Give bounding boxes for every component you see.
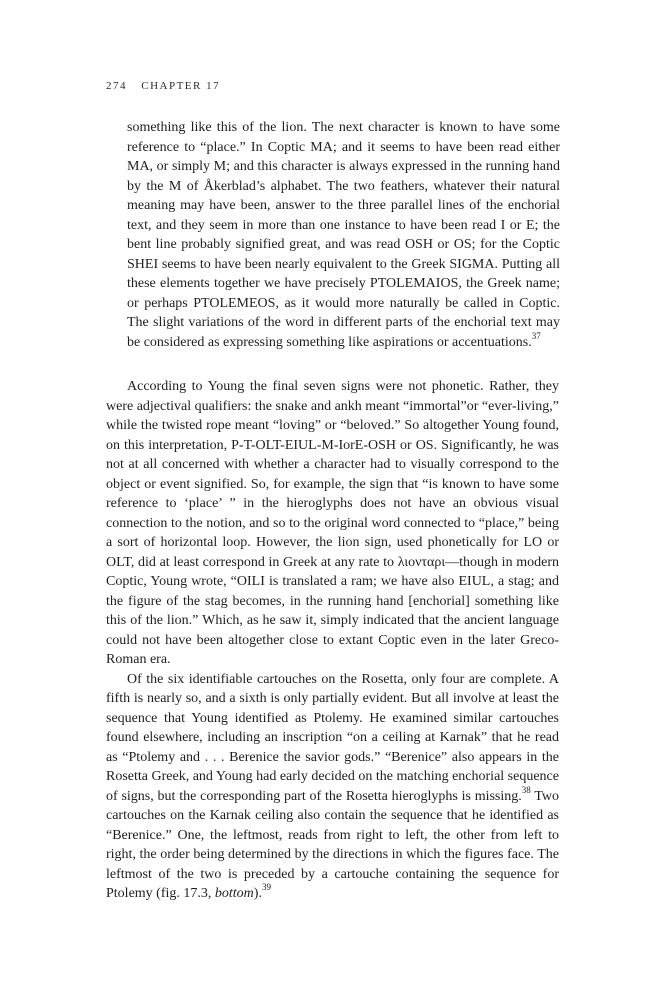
page-number: 274 bbox=[106, 80, 127, 92]
running-head bbox=[106, 80, 220, 92]
block-quote bbox=[127, 118, 560, 352]
block-quote-text: something like this of the lion. The next character is known to have some reference to “place.” In Coptic MA; and it seems to have been read either MA, or simply M; and this character is always expressed in the running hand by the M of Åkerblad’s alphabet. The two feathers, whatever their natural meaning may have been, answer to the three parallel lines of the enchorial text, and they seem in more than one instance to have been read I or E; the bent line probably signified great, and was read OSH or OS; for the Coptic SHEI seems to have been nearly equivalent to the Greek SIGMA. Putting all these elements together we have precisely PTOLEMAIOS, the Greek name; or perhaps PTOLEMEOS, as it would more naturally be called in Coptic. The slight variations of the word in different parts of the enchorial text may be considered as expressing something like aspirations or accentuations. bbox=[127, 120, 560, 350]
emphasis-text: bottom bbox=[214, 886, 254, 901]
footnote-ref: 38 bbox=[521, 784, 531, 795]
chapter-label: CHAPTER 17 bbox=[141, 80, 221, 92]
footnote-ref: 39 bbox=[261, 882, 271, 893]
footnote-ref: 37 bbox=[531, 330, 541, 341]
block-quote-paragraph bbox=[127, 118, 560, 352]
paragraph-text: ). bbox=[253, 886, 262, 901]
paragraph-text: According to Young the final seven signs were not phonetic. Rather, they were adjectival qualifiers: the snake and ankh meant “immortal”or “ever-living,” while the twisted rope meant “loving” or “beloved.” So altogether Young found, on this interpretation, P-T-OLT-EIUL-M-IorE-OSH or OS. Significantly, he was not at all concerned with whether a character had to visually correspond to the object or event signified. So, for example, the sign that “is known to have some reference to ‘place’ ” in the hieroglyphs does not have an obvious visual connection to the notion, and so to the original word connected to “place,” being a sort of horizontal loop. However, the lion sign, used phonetically for LO or OLT, did at least correspond in Greek at any rate to λιονταρι—though in modern Coptic, Young wrote, “OILI is translated a ram; we have also EIUL, a stag; and the figure of the stag becomes, in the running hand [enchorial] something like this of the lion.” Which, as he saw it, simply indicated that the ancient language could not have been altogether close to extant Coptic even in the later Greco-Roman era. bbox=[106, 379, 559, 667]
paragraph bbox=[106, 670, 559, 904]
paragraph-text: Of the six identifiable cartouches on the Rosetta, only four are complete. A fifth is nearly so, and a sixth is only partially evident. But all involve at least the sequence that Young identified as Ptolemy. He examined similar cartouches found elsewhere, including an inscription “on a ceiling at Karnak” that he read as “Ptolemy and . . . Berenice the savior gods.” “Berenice” also appears in the Rosetta Greek, and Young had early decided on the matching enchorial sequence of signs, but the corresponding part of the Rosetta hieroglyphs is missing. bbox=[106, 671, 559, 804]
body-text bbox=[106, 377, 559, 904]
paragraph-text: Two cartouches on the Karnak ceiling also contain the sequence that he identified as “Berenice.” One, the leftmost, reads from right to left, the other from left to right, the order being determined by the directions in which the figures face. The leftmost of the two is preceded by a cartouche containing the sequence for Ptolemy (fig. 17.3, bbox=[106, 788, 560, 901]
paragraph bbox=[106, 377, 559, 670]
